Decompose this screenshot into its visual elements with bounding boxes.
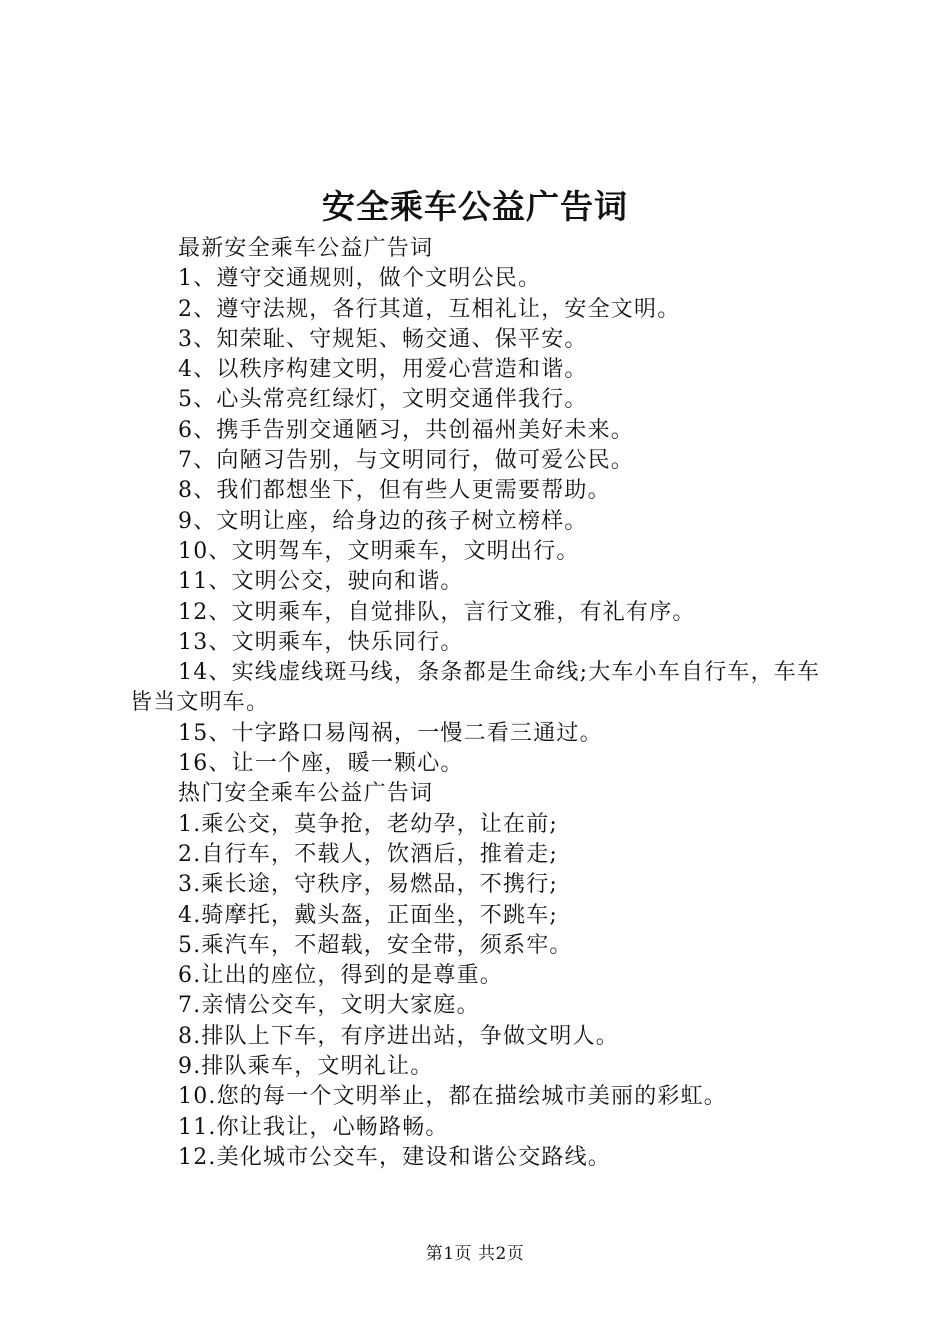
slogan-item: 4.骑摩托，戴头盔，正面坐，不跳车; bbox=[178, 902, 559, 928]
slogan-item: 7.亲情公交车，文明大家庭。 bbox=[178, 993, 480, 1019]
document-title: 安全乘车公益广告词 bbox=[322, 187, 628, 226]
slogan-item: 9、文明让座，给身边的孩子树立榜样。 bbox=[178, 508, 588, 534]
slogan-item: 11.你让我让，心畅路畅。 bbox=[178, 1114, 449, 1140]
slogan-item: 6、携手告别交通陋习，共创福州美好未来。 bbox=[178, 417, 634, 443]
slogan-item: 1.乘公交，莫争抢，老幼孕，让在前; bbox=[178, 811, 559, 837]
section-heading-popular: 热门安全乘车公益广告词 bbox=[178, 781, 434, 807]
slogan-item: 2、遵守法规，各行其道，互相礼让，安全文明。 bbox=[178, 296, 681, 322]
slogan-item: 3、知荣耻、守规矩、畅交通、保平安。 bbox=[178, 326, 588, 352]
slogan-item: 8、我们都想坐下，但有些人更需要帮助。 bbox=[178, 478, 611, 504]
slogan-item: 1、遵守交通规则，做个文明公民。 bbox=[178, 266, 542, 292]
slogan-item: 10.您的每一个文明举止，都在描绘城市美丽的彩虹。 bbox=[178, 1084, 727, 1110]
slogan-item: 8.排队上下车，有序进出站，争做文明人。 bbox=[178, 1023, 619, 1049]
slogan-item: 9.排队乘车，文明礼让。 bbox=[178, 1054, 434, 1080]
slogan-item: 11、文明公交，驶向和谐。 bbox=[178, 569, 464, 595]
slogan-item: 15、十字路口易闯祸，一慢二看三通过。 bbox=[178, 720, 603, 746]
page-number: 第1页 共2页 bbox=[425, 1244, 525, 1264]
document-body bbox=[130, 234, 830, 1173]
slogan-item: 3.乘长途，守秩序，易燃品，不携行; bbox=[178, 872, 559, 898]
slogan-item: 4、以秩序构建文明，用爱心营造和谐。 bbox=[178, 357, 588, 383]
slogan-item: 16、让一个座，暖一颗心。 bbox=[178, 751, 464, 777]
section-heading-latest: 最新安全乘车公益广告词 bbox=[178, 236, 434, 261]
slogan-item: 13、文明乘车，快乐同行。 bbox=[178, 629, 464, 655]
slogan-item: 7、向陋习告别，与文明同行，做可爱公民。 bbox=[178, 448, 634, 474]
slogan-item: 12.美化城市公交车，建设和谐公交路线。 bbox=[178, 1144, 611, 1170]
slogan-item: 6.让出的座位，得到的是尊重。 bbox=[178, 963, 503, 989]
slogan-item: 14、实线虚线斑马线，条条都是生命线;大车小车自行车，车车皆当文明车。 bbox=[130, 660, 821, 716]
slogan-item: 5、心头常亮红绿灯，文明交通伴我行。 bbox=[178, 387, 588, 413]
slogan-item: 2.自行车，不载人，饮酒后，推着走; bbox=[178, 841, 559, 867]
slogan-item: 10、文明驾车，文明乘车，文明出行。 bbox=[178, 538, 580, 564]
slogan-item: 5.乘汽车，不超载，安全带，须系牢。 bbox=[178, 932, 573, 958]
slogan-item: 12、文明乘车，自觉排队，言行文雅，有礼有序。 bbox=[178, 599, 696, 625]
